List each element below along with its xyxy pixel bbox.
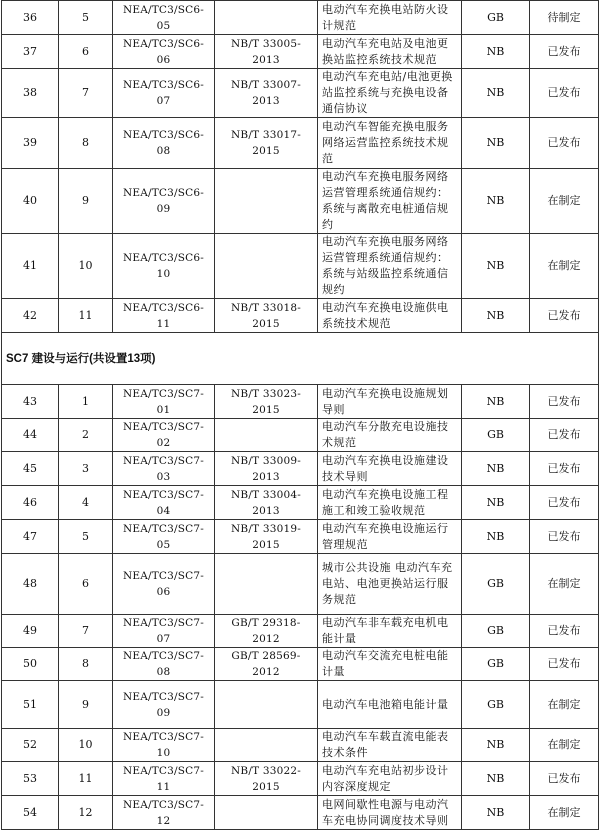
project-code: NEA/TC3/SC7-04 bbox=[113, 486, 215, 520]
standard-type: NB bbox=[462, 118, 530, 169]
sub-number: 11 bbox=[59, 299, 113, 333]
table-row bbox=[2, 452, 599, 486]
standards-table bbox=[1, 0, 599, 830]
status-text: 已发布 bbox=[530, 615, 599, 648]
standard-number: NB/T 33019-2015 bbox=[215, 520, 318, 554]
status-text: 在制定 bbox=[530, 729, 599, 762]
status-text: 待制定 bbox=[530, 1, 599, 35]
status-text: 已发布 bbox=[530, 486, 599, 520]
standard-name: 电网间歇性电源与电动汽车充电协同调度技术导则 bbox=[318, 796, 462, 830]
standard-number bbox=[215, 796, 318, 830]
standard-name: 电动汽车充换电设施规划导则 bbox=[318, 385, 462, 419]
standard-name: 电动汽车充换电设施运行管理规范 bbox=[318, 520, 462, 554]
project-code: NEA/TC3/SC6-11 bbox=[113, 299, 215, 333]
row-number: 52 bbox=[2, 729, 59, 762]
row-number: 44 bbox=[2, 419, 59, 452]
table-row bbox=[2, 299, 599, 333]
standard-name: 电动汽车充换电设施工程施工和竣工验收规范 bbox=[318, 486, 462, 520]
project-code: NEA/TC3/SC7-08 bbox=[113, 648, 215, 681]
standard-type: NB bbox=[462, 520, 530, 554]
row-number: 47 bbox=[2, 520, 59, 554]
standard-number: NB/T 33022-2015 bbox=[215, 762, 318, 796]
row-number: 45 bbox=[2, 452, 59, 486]
standard-name: 电动汽车充换电站防火设计规范 bbox=[318, 1, 462, 35]
status-text: 在制定 bbox=[530, 169, 599, 234]
project-code: NEA/TC3/SC6-10 bbox=[113, 234, 215, 299]
project-code: NEA/TC3/SC7-09 bbox=[113, 681, 215, 729]
table-row bbox=[2, 1, 599, 35]
standard-number: NB/T 33007-2013 bbox=[215, 69, 318, 118]
standard-name: 电动汽车非车载充电机电能计量 bbox=[318, 615, 462, 648]
standard-name: 电动汽车分散充电设施技术规范 bbox=[318, 419, 462, 452]
standard-name: 城市公共设施 电动汽车充电站、电池更换站运行服务规范 bbox=[318, 554, 462, 615]
standard-name: 电动汽车充电站及电池更换站监控系统技术规范 bbox=[318, 35, 462, 69]
row-number: 39 bbox=[2, 118, 59, 169]
standard-number bbox=[215, 681, 318, 729]
table-row bbox=[2, 419, 599, 452]
standard-name: 电动汽车电池箱电能计量 bbox=[318, 681, 462, 729]
sub-number: 7 bbox=[59, 615, 113, 648]
standard-type: NB bbox=[462, 729, 530, 762]
sub-number: 12 bbox=[59, 796, 113, 830]
standard-type: GB bbox=[462, 419, 530, 452]
sub-number: 5 bbox=[59, 1, 113, 35]
project-code: NEA/TC3/SC6-07 bbox=[113, 69, 215, 118]
standard-type: NB bbox=[462, 35, 530, 69]
standard-number: NB/T 33023-2015 bbox=[215, 385, 318, 419]
project-code: NEA/TC3/SC6-08 bbox=[113, 118, 215, 169]
project-code: NEA/TC3/SC7-03 bbox=[113, 452, 215, 486]
section-header-row bbox=[2, 333, 599, 385]
standard-number bbox=[215, 419, 318, 452]
sub-number: 3 bbox=[59, 452, 113, 486]
table-row bbox=[2, 615, 599, 648]
standard-type: NB bbox=[462, 299, 530, 333]
sub-number: 4 bbox=[59, 486, 113, 520]
standard-type: NB bbox=[462, 762, 530, 796]
standard-number: NB/T 33004-2013 bbox=[215, 486, 318, 520]
standard-type: GB bbox=[462, 554, 530, 615]
project-code: NEA/TC3/SC6-09 bbox=[113, 169, 215, 234]
status-text: 已发布 bbox=[530, 299, 599, 333]
sub-number: 10 bbox=[59, 234, 113, 299]
row-number: 40 bbox=[2, 169, 59, 234]
standard-name: 电动汽车交流充电桩电能计量 bbox=[318, 648, 462, 681]
status-text: 已发布 bbox=[530, 762, 599, 796]
standard-type: NB bbox=[462, 486, 530, 520]
row-number: 53 bbox=[2, 762, 59, 796]
project-code: NEA/TC3/SC7-01 bbox=[113, 385, 215, 419]
standard-number bbox=[215, 554, 318, 615]
table-row bbox=[2, 681, 599, 729]
status-text: 已发布 bbox=[530, 419, 599, 452]
project-code: NEA/TC3/SC6-06 bbox=[113, 35, 215, 69]
status-text: 已发布 bbox=[530, 520, 599, 554]
standard-number bbox=[215, 169, 318, 234]
table-row bbox=[2, 729, 599, 762]
row-number: 49 bbox=[2, 615, 59, 648]
standard-type: GB bbox=[462, 615, 530, 648]
standard-type: NB bbox=[462, 169, 530, 234]
standard-name: 电动汽车充电站初步设计内容深度规定 bbox=[318, 762, 462, 796]
table-row bbox=[2, 486, 599, 520]
standard-number: NB/T 33009-2013 bbox=[215, 452, 318, 486]
table-row bbox=[2, 520, 599, 554]
standard-name: 电动汽车充换电设施建设技术导则 bbox=[318, 452, 462, 486]
project-code: NEA/TC3/SC7-05 bbox=[113, 520, 215, 554]
row-number: 37 bbox=[2, 35, 59, 69]
status-text: 已发布 bbox=[530, 452, 599, 486]
sub-number: 1 bbox=[59, 385, 113, 419]
status-text: 已发布 bbox=[530, 648, 599, 681]
standard-type: GB bbox=[462, 681, 530, 729]
sub-number: 10 bbox=[59, 729, 113, 762]
status-text: 已发布 bbox=[530, 118, 599, 169]
table-row bbox=[2, 385, 599, 419]
table-row bbox=[2, 796, 599, 830]
sub-number: 9 bbox=[59, 681, 113, 729]
sub-number: 11 bbox=[59, 762, 113, 796]
row-number: 51 bbox=[2, 681, 59, 729]
table-row bbox=[2, 169, 599, 234]
standard-name: 电动汽车充换电服务网络运营管理系统通信规约：系统与离散充电桩通信规约 bbox=[318, 169, 462, 234]
status-text: 已发布 bbox=[530, 35, 599, 69]
table-row bbox=[2, 554, 599, 615]
sub-number: 8 bbox=[59, 118, 113, 169]
section-title: SC7 建设与运行(共设置13项) bbox=[2, 333, 599, 385]
row-number: 43 bbox=[2, 385, 59, 419]
standard-number bbox=[215, 1, 318, 35]
row-number: 48 bbox=[2, 554, 59, 615]
status-text: 在制定 bbox=[530, 554, 599, 615]
standard-type: GB bbox=[462, 1, 530, 35]
project-code: NEA/TC3/SC7-12 bbox=[113, 796, 215, 830]
row-number: 50 bbox=[2, 648, 59, 681]
table-row bbox=[2, 35, 599, 69]
table-row bbox=[2, 118, 599, 169]
row-number: 42 bbox=[2, 299, 59, 333]
project-code: NEA/TC3/SC6-05 bbox=[113, 1, 215, 35]
table-row bbox=[2, 69, 599, 118]
standard-number: NB/T 33005-2013 bbox=[215, 35, 318, 69]
standard-type: NB bbox=[462, 452, 530, 486]
project-code: NEA/TC3/SC7-07 bbox=[113, 615, 215, 648]
standard-name: 电动汽车充电站/电池更换站监控系统与充换电设备通信协议 bbox=[318, 69, 462, 118]
standard-number bbox=[215, 234, 318, 299]
status-text: 在制定 bbox=[530, 681, 599, 729]
standard-type: NB bbox=[462, 234, 530, 299]
table-row bbox=[2, 234, 599, 299]
project-code: NEA/TC3/SC7-06 bbox=[113, 554, 215, 615]
standard-type: NB bbox=[462, 69, 530, 118]
project-code: NEA/TC3/SC7-11 bbox=[113, 762, 215, 796]
standard-number: GB/T 29318-2012 bbox=[215, 615, 318, 648]
standard-type: NB bbox=[462, 385, 530, 419]
status-text: 已发布 bbox=[530, 385, 599, 419]
sub-number: 9 bbox=[59, 169, 113, 234]
sub-number: 2 bbox=[59, 419, 113, 452]
standard-name: 电动汽车充换电设施供电系统技术规范 bbox=[318, 299, 462, 333]
row-number: 36 bbox=[2, 1, 59, 35]
row-number: 41 bbox=[2, 234, 59, 299]
sub-number: 7 bbox=[59, 69, 113, 118]
status-text: 已发布 bbox=[530, 69, 599, 118]
sub-number: 6 bbox=[59, 554, 113, 615]
row-number: 46 bbox=[2, 486, 59, 520]
row-number: 38 bbox=[2, 69, 59, 118]
sub-number: 5 bbox=[59, 520, 113, 554]
sub-number: 6 bbox=[59, 35, 113, 69]
status-text: 在制定 bbox=[530, 234, 599, 299]
table-row bbox=[2, 762, 599, 796]
standard-number: NB/T 33017-2015 bbox=[215, 118, 318, 169]
standard-type: GB bbox=[462, 648, 530, 681]
standard-name: 电动汽车智能充换电服务网络运营监控系统技术规范 bbox=[318, 118, 462, 169]
sub-number: 8 bbox=[59, 648, 113, 681]
project-code: NEA/TC3/SC7-10 bbox=[113, 729, 215, 762]
standard-name: 电动汽车车载直流电能表技术条件 bbox=[318, 729, 462, 762]
standard-number: NB/T 33018-2015 bbox=[215, 299, 318, 333]
table-row bbox=[2, 648, 599, 681]
standard-number: GB/T 28569-2012 bbox=[215, 648, 318, 681]
row-number: 54 bbox=[2, 796, 59, 830]
standard-name: 电动汽车充换电服务网络运营管理系统通信规约：系统与站级监控系统通信规约 bbox=[318, 234, 462, 299]
status-text: 在制定 bbox=[530, 796, 599, 830]
project-code: NEA/TC3/SC7-02 bbox=[113, 419, 215, 452]
standard-number bbox=[215, 729, 318, 762]
standard-type: NB bbox=[462, 796, 530, 830]
